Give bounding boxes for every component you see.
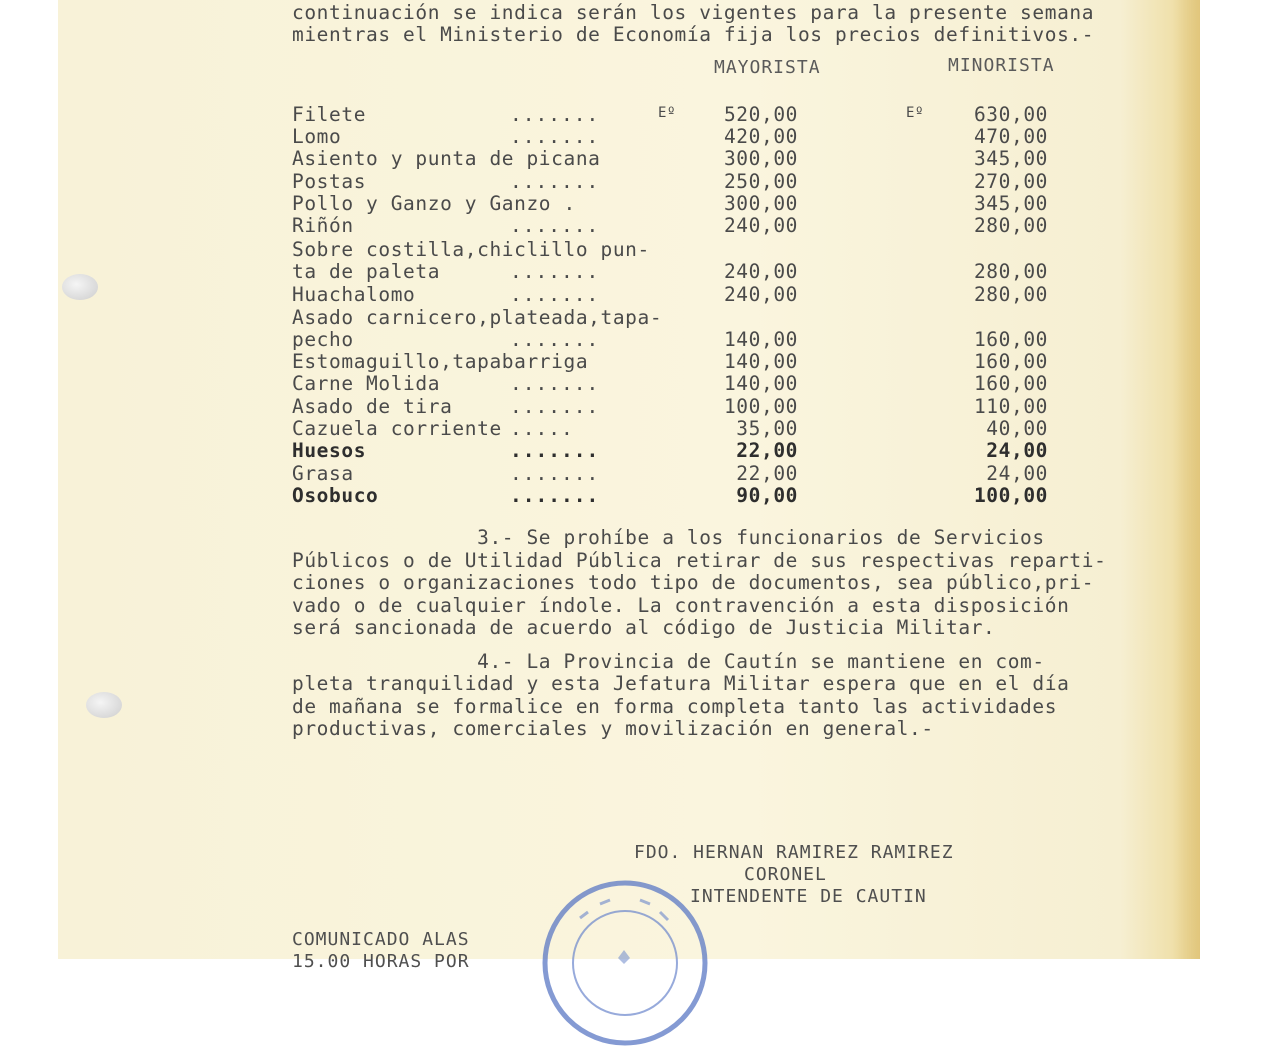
- item-name: Grasa: [292, 462, 354, 485]
- paragraph-line: vado o de cualquier índole. La contravención a esta disposición: [292, 593, 1070, 617]
- retail-price: 280,00: [973, 214, 1048, 237]
- leader-dots: .......: [510, 283, 600, 306]
- wholesale-price: 240,00: [723, 260, 798, 283]
- item-name: Huachalomo: [292, 283, 416, 306]
- item-name: Cazuela corriente: [292, 417, 502, 440]
- leader-dots: .......: [510, 170, 600, 193]
- retail-price: 345,00: [973, 192, 1048, 215]
- leader-dots: .......: [510, 260, 600, 283]
- leader-dots: .......: [510, 372, 600, 395]
- retail-price: 40,00: [986, 417, 1048, 440]
- leader-dots: .......: [510, 328, 600, 351]
- item-name: Huesos: [292, 439, 367, 462]
- retail-price: 24,00: [986, 439, 1048, 462]
- retail-price: 160,00: [973, 328, 1048, 351]
- leader-dots: .......: [510, 484, 600, 507]
- retail-price: 160,00: [973, 372, 1048, 395]
- item-name: pecho: [292, 328, 354, 351]
- retail-price: 345,00: [973, 147, 1048, 170]
- retail-price: 110,00: [973, 395, 1048, 418]
- wholesale-price: 300,00: [723, 147, 798, 170]
- retail-price: 270,00: [973, 170, 1048, 193]
- wholesale-price: 22,00: [736, 439, 798, 462]
- currency-symbol-retail: Eº: [906, 105, 925, 121]
- retail-price: 280,00: [973, 260, 1048, 283]
- leader-dots: .......: [510, 439, 600, 462]
- retail-price: 630,00: [973, 103, 1048, 126]
- item-name: ta de paleta: [292, 260, 441, 283]
- item-name: Estomaguillo,tapabarriga: [292, 350, 589, 373]
- wholesale-price: 35,00: [736, 417, 798, 440]
- retail-price: 160,00: [973, 350, 1048, 373]
- item-name: Asado carnicero,plateada,tapa-: [292, 306, 663, 329]
- wholesale-price: 140,00: [723, 328, 798, 351]
- paragraph-line: 3.- Se prohíbe a los funcionarios de Servicios: [292, 526, 1045, 549]
- page-edge-shadow: [1172, 0, 1200, 959]
- item-name: Osobuco: [292, 484, 379, 507]
- item-name: Postas: [292, 170, 367, 193]
- item-name: Riñón: [292, 214, 354, 237]
- wholesale-price: 420,00: [723, 125, 798, 148]
- punch-hole-upper: [62, 274, 98, 300]
- leader-dots: .......: [510, 462, 600, 485]
- intro-line-2: mientras el Ministerio de Economía fija los precios definitivos.-: [292, 23, 1095, 46]
- retail-price: 470,00: [973, 125, 1048, 148]
- wholesale-price: 140,00: [723, 350, 798, 373]
- wholesale-price: 22,00: [736, 462, 798, 485]
- header-retail: MINORISTA: [948, 55, 1055, 76]
- wholesale-price: 250,00: [723, 170, 798, 193]
- wholesale-price: 140,00: [723, 372, 798, 395]
- currency-symbol-wholesale: Eº: [658, 105, 677, 121]
- wholesale-price: 100,00: [723, 395, 798, 418]
- paragraph-line: pleta tranquilidad y esta Jefatura Militar espera que en el día: [292, 672, 1070, 696]
- wholesale-price: 300,00: [723, 192, 798, 215]
- retail-price: 24,00: [986, 462, 1048, 485]
- wholesale-price: 240,00: [723, 283, 798, 306]
- paragraph-line: de mañana se formalice en forma completa tanto las actividades: [292, 694, 1058, 718]
- item-name: Pollo y Ganzo y Ganzo .: [292, 192, 576, 215]
- header-wholesale: MAYORISTA: [714, 57, 821, 78]
- footer-line-1: COMUNICADO ALAS: [292, 929, 470, 950]
- retail-price: 280,00: [973, 283, 1048, 306]
- paragraph-line: 4.- La Provincia de Cautín se mantiene en com-: [292, 650, 1045, 673]
- intro-line-1: continuación se indica serán los vigentes para la presente semana: [292, 1, 1095, 24]
- item-name: Asiento y punta de picana: [292, 147, 601, 170]
- signature-rank: CORONEL: [744, 864, 827, 885]
- item-name: Filete: [292, 103, 367, 126]
- paragraph-line: será sancionada de acuerdo al código de Justicia Militar.: [292, 616, 996, 640]
- wholesale-price: 90,00: [736, 484, 798, 507]
- leader-dots: .......: [510, 395, 600, 418]
- paragraph-line: productivas, comerciales y movilización en general.-: [292, 717, 934, 741]
- leader-dots: .......: [510, 125, 600, 148]
- leader-dots: .......: [510, 103, 600, 126]
- document-page: [58, 0, 1200, 972]
- paragraph-line: Públicos o de Utilidad Pública retirar de sus respectivas reparti-: [292, 548, 1107, 572]
- item-name: Carne Molida: [292, 372, 441, 395]
- punch-hole-lower: [86, 692, 122, 718]
- official-stamp-seal: [540, 878, 710, 1048]
- item-name: Sobre costilla,chiclillo pun-: [292, 238, 650, 261]
- signature-title: INTENDENTE DE CAUTIN: [690, 886, 927, 907]
- leader-dots: .....: [510, 417, 574, 440]
- signature-name: FDO. HERNAN RAMIREZ RAMIREZ: [634, 842, 954, 863]
- retail-price: 100,00: [973, 484, 1048, 507]
- wholesale-price: 520,00: [723, 103, 798, 126]
- leader-dots: .......: [510, 214, 600, 237]
- item-name: Asado de tira: [292, 395, 453, 418]
- footer-line-2: 15.00 HORAS POR: [292, 951, 470, 972]
- item-name: Lomo: [292, 125, 342, 148]
- wholesale-price: 240,00: [723, 214, 798, 237]
- paragraph-line: ciones o organizaciones todo tipo de documentos, sea público,pri-: [292, 571, 1095, 595]
